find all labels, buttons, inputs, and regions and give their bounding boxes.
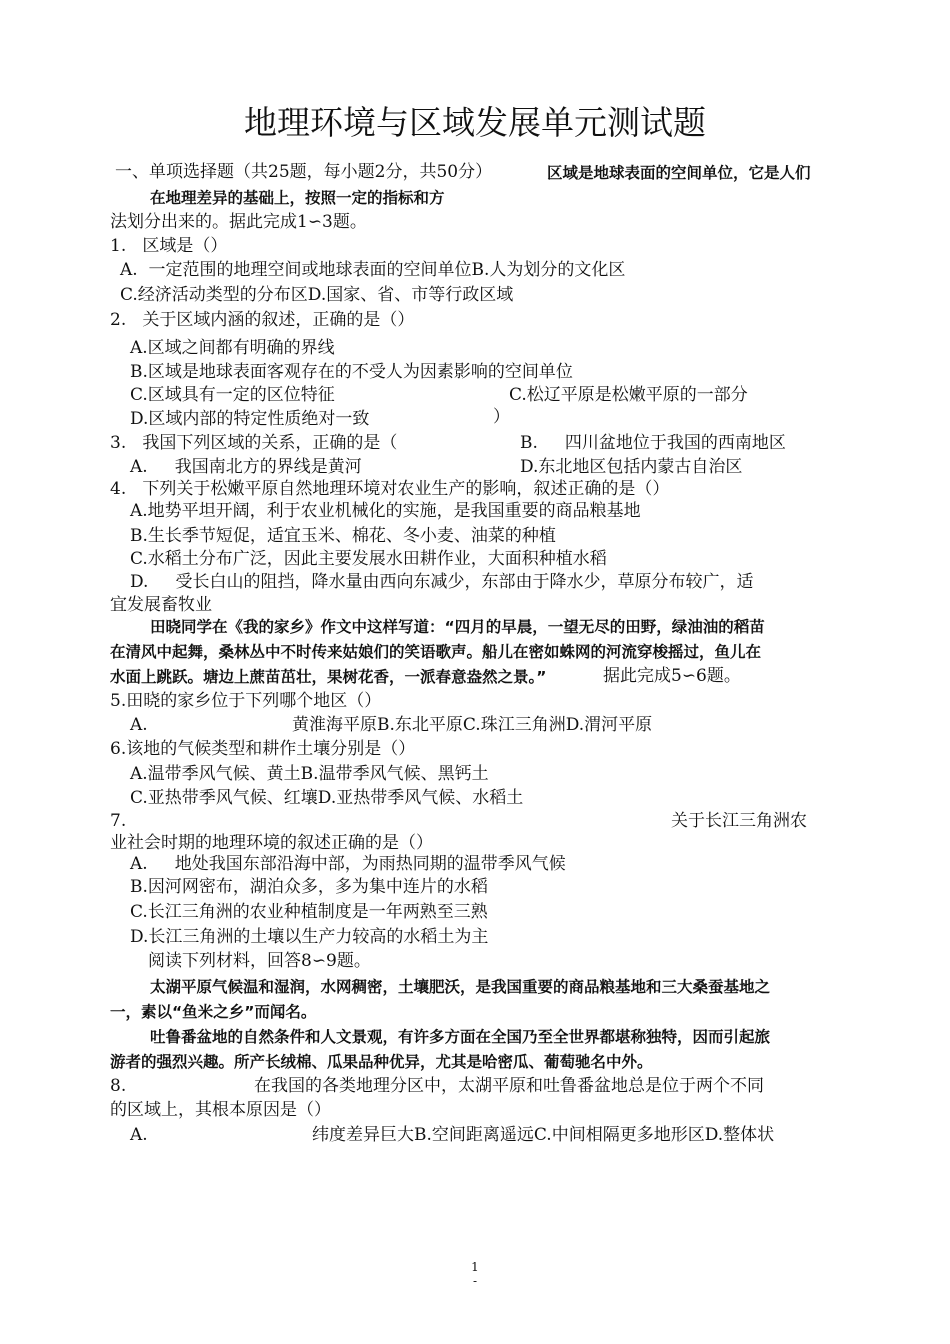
question-5: 5.田晓的家乡位于下列哪个地区（）: [110, 691, 382, 711]
question-8: 8.: [110, 1076, 127, 1096]
passage-text: 田晓同学在《我的家乡》作文中这样写道：“四月的早晨，一望无尽的田野，绿油油的稻苗: [150, 618, 765, 636]
option-line: C.经济活动类型的分布区D.国家、省、市等行政区域: [120, 285, 514, 305]
option-line: D.长江三角洲的土壤以生产力较高的水稻土为主: [130, 927, 489, 947]
option-line: C.长江三角洲的农业种植制度是一年两熟至三熟: [130, 902, 488, 922]
page-footer-dash: -: [472, 1274, 478, 1288]
passage-text: 据此完成5∽6题。: [603, 666, 741, 686]
intro-text: 法划分出来的。据此完成1∽3题。: [110, 212, 367, 232]
passage-text: 一，素以“鱼米之乡”而闻名。: [110, 1003, 317, 1021]
question-6: 6.该地的气候类型和耕作土壤分别是（）: [110, 739, 416, 759]
intro-text: 区域是地球表面的空间单位，它是人们: [547, 164, 811, 182]
option-line: C.水稻土分布广泛，因此主要发展水田耕作业，大面积种植水稻: [130, 549, 607, 569]
option-line: B.因河网密布，湖泊众多，多为集中连片的水稻: [130, 877, 488, 897]
document-title: 地理环境与区域发展单元测试题: [244, 103, 706, 142]
option-line: A.温带季风气候、黄土B.温带季风气候、黑钙土: [130, 764, 489, 784]
option-line: A. 我国南北方的界线是黄河: [130, 457, 362, 477]
intro-text: 在地理差异的基础上，按照一定的指标和方: [150, 189, 445, 207]
option-line: A.地势平坦开阔，利于农业机械化的实施，是我国重要的商品粮基地: [130, 501, 641, 521]
option-line: 宜发展畜牧业: [110, 595, 212, 615]
question-7-stem: 关于长江三角洲农: [671, 811, 807, 831]
option-line: B. 四川盆地位于我国的西南地区: [520, 433, 786, 453]
option-line: C.亚热带季风气候、红壤D.亚热带季风气候、水稻土: [130, 788, 524, 808]
passage-text: 水面上跳跃。塘边上蔗苗茁壮，果树花香，一派春意盎然之景。”: [110, 668, 547, 686]
option-line: A.: [130, 715, 148, 735]
reading-instruction: 阅读下列材料，回答8∽9题。: [148, 951, 371, 971]
question-8-stem: 在我国的各类地理分区中，太湖平原和吐鲁番盆地总是位于两个不同: [254, 1076, 764, 1096]
option-line: A.: [130, 1125, 148, 1145]
question-8-stem: 的区域上，其根本原因是（）: [110, 1100, 331, 1120]
question-1: 1. 区域是（）: [110, 236, 228, 256]
question-4: 4. 下列关于松嫩平原自然地理环境对农业生产的影响，叙述正确的是（）: [110, 479, 670, 499]
option-line: B.生长季节短促，适宜玉米、棉花、冬小麦、油菜的种植: [130, 526, 556, 546]
page-number: 1: [471, 1260, 479, 1274]
option-line: A.区域之间都有明确的界线: [130, 338, 335, 358]
option-line: C.区域具有一定的区位特征: [130, 385, 335, 405]
option-line: 黄淮海平原B.东北平原C.珠江三角洲D.渭河平原: [292, 715, 653, 735]
passage-text: 在清风中起舞，桑林丛中不时传来姑娘们的笑语歌声。船儿在密如蛛网的河流穿梭摇过，鱼儿在: [110, 643, 762, 661]
question-2: 2. 关于区域内涵的叙述，正确的是（）: [110, 310, 415, 330]
option-line: D.东北地区包括内蒙古自治区: [520, 457, 743, 477]
option-line: ）: [493, 407, 510, 427]
option-line: B.区域是地球表面客观存在的不受人为因素影响的空间单位: [130, 362, 573, 382]
option-line: 纬度差异巨大B.空间距离遥远C.中间相隔更多地形区D.整体状: [312, 1125, 775, 1145]
question-7: 7.: [110, 811, 127, 831]
option-line: D.区域内部的特定性质绝对一致: [130, 409, 370, 429]
option-line: A. 地处我国东部沿海中部，为雨热同期的温带季风气候: [130, 854, 566, 874]
option-line: A. 一定范围的地理空间或地球表面的空间单位B.人为划分的文化区: [120, 260, 626, 280]
passage-text: 吐鲁番盆地的自然条件和人文景观，有许多方面在全国乃至全世界都堪称独特，因而引起旅: [150, 1028, 771, 1046]
question-7-stem: 业社会时期的地理环境的叙述正确的是（）: [110, 833, 433, 853]
passage-text: 太湖平原气候温和湿润，水网稠密，土壤肥沃，是我国重要的商品粮基地和三大桑蚕基地之: [150, 978, 771, 996]
option-line: C.松辽平原是松嫩平原的一部分: [509, 385, 748, 405]
option-line: D. 受长白山的阻挡，降水量由西向东减少，东部由于降水少，草原分布较广，适: [130, 572, 754, 592]
passage-text: 游者的强烈兴趣。所产长绒棉、瓜果品种优异，尤其是哈密瓜、葡萄驰名中外。: [110, 1053, 653, 1071]
section-heading: 一、单项选择题（共25题，每小题2分，共50分）: [115, 162, 493, 182]
question-3: 3. 我国下列区域的关系，正确的是（: [110, 433, 398, 453]
